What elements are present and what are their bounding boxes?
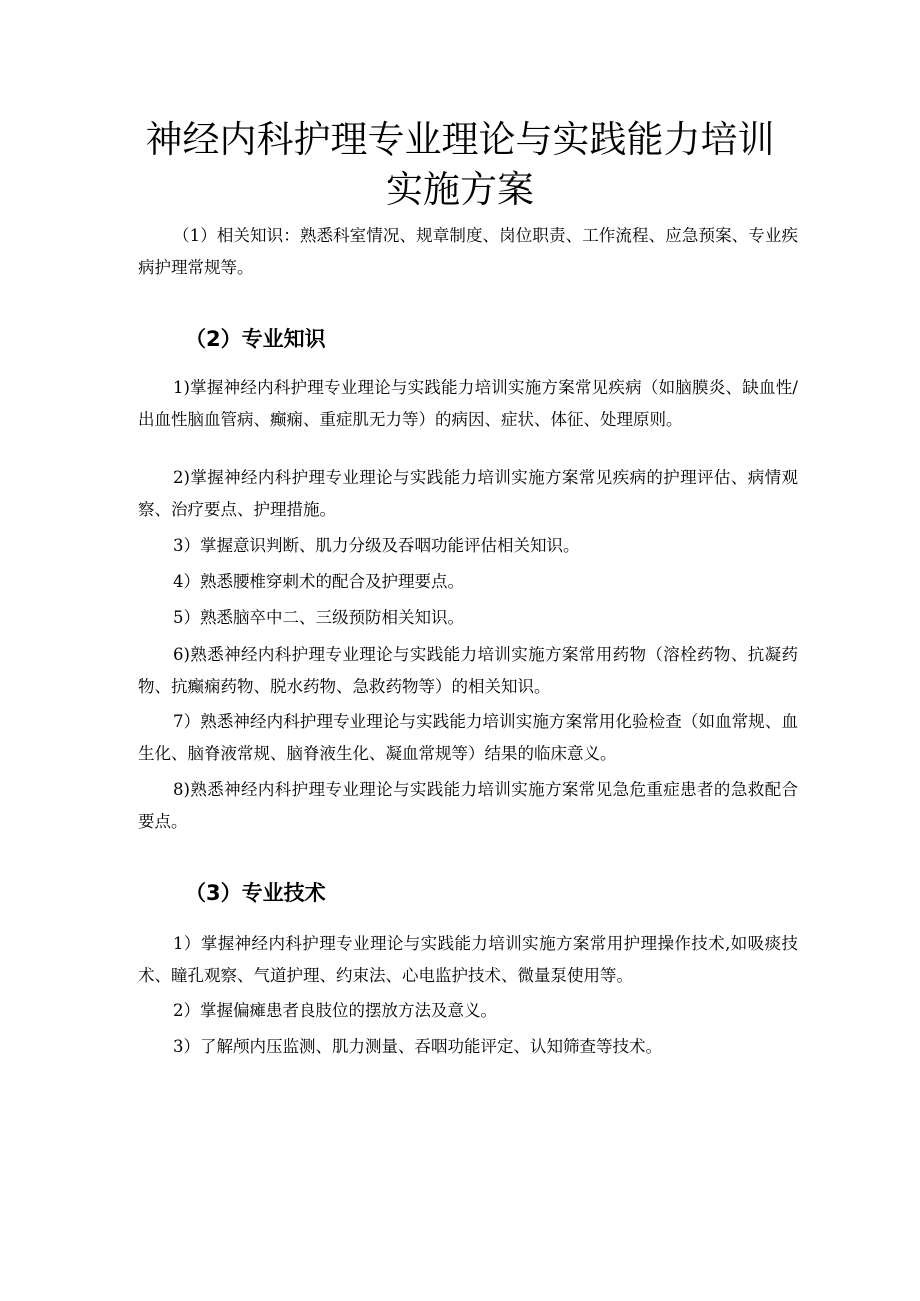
skills-item-2: 2）掌握偏瘫患者良肢位的摆放方法及意义。 [173, 1001, 497, 1020]
document-title-line-1: 神经内科护理专业理论与实践能力培训 [145, 118, 775, 161]
knowledge-item-6: 6)熟悉神经内科护理专业理论与实践能力培训实施方案常用药物（溶栓药物、抗凝药物、抗癫痫药物、脱水药物、急救药物等）的相关知识。 [138, 645, 798, 696]
knowledge-item-7: 7）熟悉神经内科护理专业理论与实践能力培训实施方案常用化验检查（如血常规、血生化、脑脊液常规、脑脊液生化、凝血常规等）结果的临床意义。 [138, 712, 798, 763]
knowledge-item-8: 8)熟悉神经内科护理专业理论与实践能力培训实施方案常见急危重症患者的急救配合要点。 [138, 780, 798, 831]
intro-paragraph: （1）相关知识：熟悉科室情况、规章制度、岗位职责、工作流程、应急预案、专业疾病护理常规等。 [138, 226, 798, 277]
skills-item-1: 1）掌握神经内科护理专业理论与实践能力培训实施方案常用护理操作技术,如吸痰技术、瞳孔观察、气道护理、约束法、心电监护技术、微量泵使用等。 [138, 934, 798, 985]
knowledge-item-3: 3）掌握意识判断、肌力分级及吞咽功能评估相关知识。 [173, 536, 580, 555]
document-title-line-2: 实施方案 [386, 168, 534, 211]
knowledge-item-1: 1)掌握神经内科护理专业理论与实践能力培训实施方案常见疾病（如脑膜炎、缺血性/出血性脑血管病、癫痫、重症肌无力等）的病因、症状、体征、处理原则。 [138, 378, 798, 429]
section-heading-professional-knowledge: （2）专业知识 [185, 327, 326, 351]
skills-item-3: 3）了解颅内压监测、肌力测量、吞咽功能评定、认知筛查等技术。 [173, 1037, 662, 1056]
knowledge-item-4: 4）熟悉腰椎穿刺术的配合及护理要点。 [173, 572, 464, 591]
section-heading-professional-skills: （3）专业技术 [185, 881, 326, 905]
knowledge-item-5: 5）熟悉脑卒中二、三级预防相关知识。 [173, 608, 464, 627]
knowledge-item-2: 2)掌握神经内科护理专业理论与实践能力培训实施方案常见疾病的护理评估、病情观察、治疗要点、护理措施。 [138, 468, 798, 519]
